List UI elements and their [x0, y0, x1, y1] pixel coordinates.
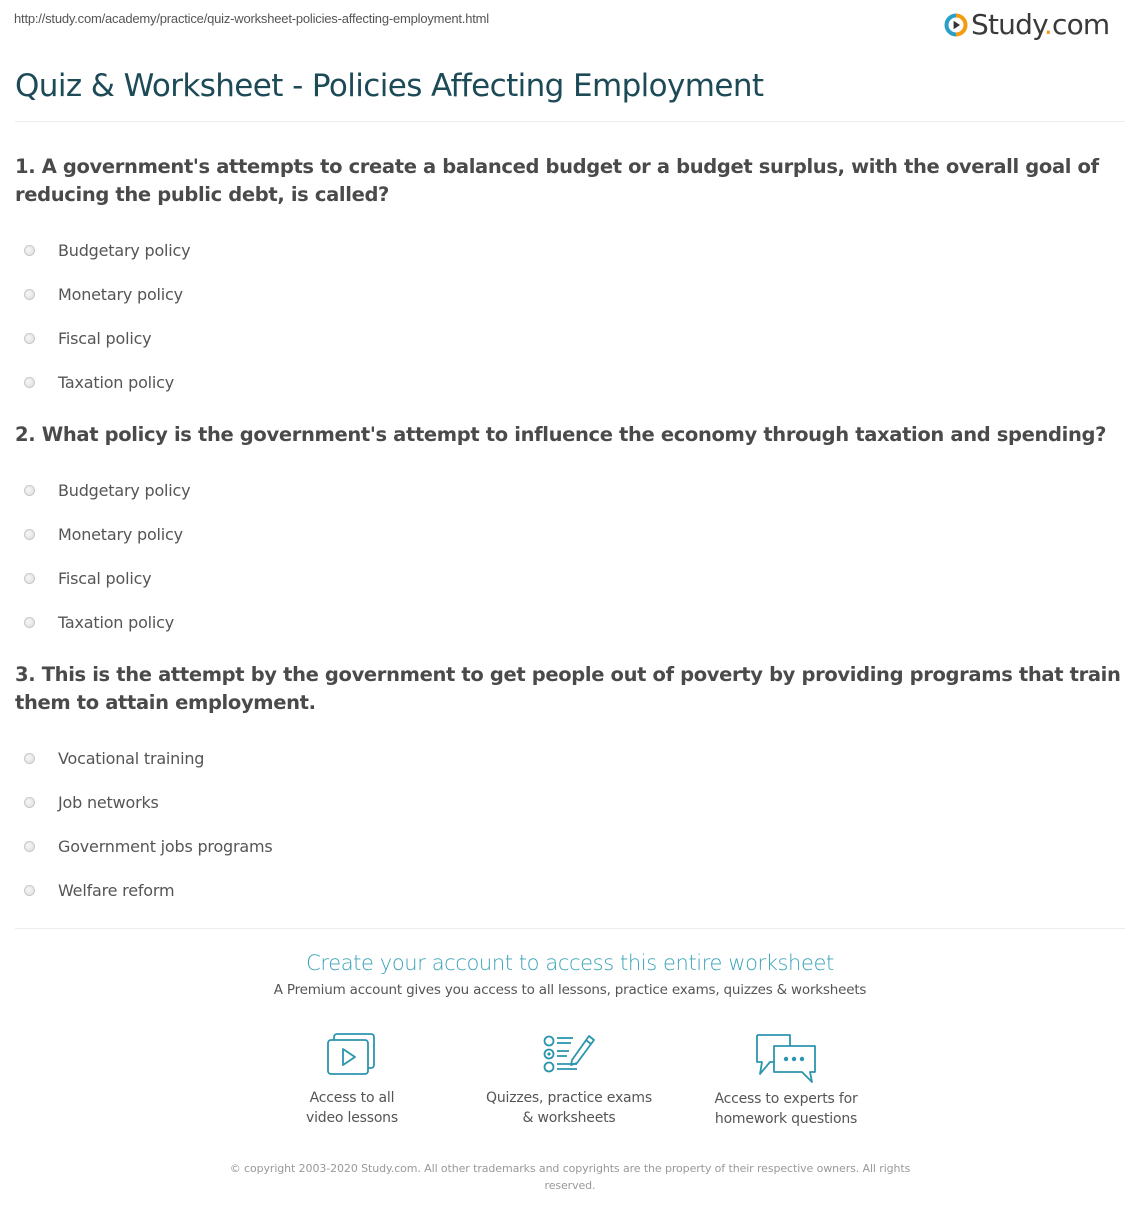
- answer-label: Government jobs programs: [58, 836, 273, 856]
- radio-button-icon[interactable]: [24, 485, 35, 496]
- question-1: [15, 153, 1125, 404]
- answer-option[interactable]: [15, 468, 1125, 512]
- create-account-link[interactable]: Create your account to access this entire worksheet: [306, 951, 834, 975]
- answer-label: Taxation policy: [58, 612, 175, 632]
- radio-button-icon[interactable]: [24, 617, 35, 628]
- radio-button-icon[interactable]: [24, 753, 35, 764]
- answer-option[interactable]: [15, 512, 1125, 556]
- answer-label: Taxation policy: [58, 372, 175, 392]
- answer-list: [15, 468, 1125, 644]
- logo-play-icon: [944, 13, 968, 37]
- answer-option[interactable]: [15, 736, 1125, 780]
- answer-option[interactable]: [15, 868, 1125, 912]
- question-text: 1. A government's attempts to create a balanced budget or a budget surplus, with the overall goal of reducing the public debt, is called?: [15, 155, 1099, 206]
- copyright-notice: © copyright 2003-2020 Study.com. All other trademarks and copyrights are the property of their respective owners. All rights reserved.: [229, 1162, 911, 1192]
- feature-quizzes: [469, 1032, 669, 1128]
- answer-option[interactable]: [15, 228, 1125, 272]
- feature-label: Access to all video lessons: [306, 1090, 398, 1126]
- answer-label: Vocational training: [58, 748, 205, 768]
- radio-button-icon[interactable]: [24, 289, 35, 300]
- answer-option[interactable]: [15, 360, 1125, 404]
- answer-label: Budgetary policy: [58, 480, 191, 500]
- quiz-checklist-icon: [541, 1032, 597, 1078]
- question-text: 3. This is the attempt by the government to get people out of poverty by providing programs that train them to attain employment.: [15, 663, 1121, 714]
- feature-label: Access to experts for homework questions: [714, 1091, 858, 1127]
- title-divider: [15, 121, 1125, 122]
- question-text: 2. What policy is the government's attempt to influence the economy through taxation and spending?: [15, 423, 1107, 446]
- radio-button-icon[interactable]: [24, 245, 35, 256]
- answer-option[interactable]: [15, 780, 1125, 824]
- question-2: [15, 421, 1125, 644]
- radio-button-icon[interactable]: [24, 885, 35, 896]
- answer-label: Fiscal policy: [58, 568, 152, 588]
- answer-label: Job networks: [58, 792, 159, 812]
- radio-button-icon[interactable]: [24, 841, 35, 852]
- video-lessons-icon: [326, 1032, 378, 1078]
- answer-list: [15, 228, 1125, 404]
- cta-divider: [15, 928, 1125, 929]
- question-3: [15, 661, 1125, 912]
- radio-button-icon[interactable]: [24, 529, 35, 540]
- radio-button-icon[interactable]: [24, 573, 35, 584]
- cta-subtitle: A Premium account gives you access to all lessons, practice exams, quizzes & worksheets: [273, 982, 867, 998]
- radio-button-icon[interactable]: [24, 377, 35, 388]
- page-title: Quiz & Worksheet - Policies Affecting Employment: [15, 68, 764, 104]
- answer-option[interactable]: [15, 316, 1125, 360]
- feature-label: Quizzes, practice exams & worksheets: [486, 1090, 652, 1126]
- answer-label: Monetary policy: [58, 524, 183, 544]
- answer-option[interactable]: [15, 600, 1125, 644]
- answer-label: Monetary policy: [58, 284, 183, 304]
- answer-option[interactable]: [15, 272, 1125, 316]
- page-url: http://study.com/academy/practice/quiz-worksheet-policies-affecting-employment.html: [14, 11, 489, 26]
- study-logo[interactable]: [944, 8, 1109, 42]
- answer-label: Budgetary policy: [58, 240, 191, 260]
- feature-experts: [686, 1032, 886, 1129]
- chat-bubbles-icon: [754, 1032, 818, 1084]
- radio-button-icon[interactable]: [24, 333, 35, 344]
- answer-option[interactable]: [15, 824, 1125, 868]
- answer-list: [15, 736, 1125, 912]
- feature-video-lessons: [252, 1032, 452, 1128]
- answer-label: Welfare reform: [58, 880, 175, 900]
- radio-button-icon[interactable]: [24, 797, 35, 808]
- answer-label: Fiscal policy: [58, 328, 152, 348]
- answer-option[interactable]: [15, 556, 1125, 600]
- logo-text: Study.com: [971, 8, 1110, 41]
